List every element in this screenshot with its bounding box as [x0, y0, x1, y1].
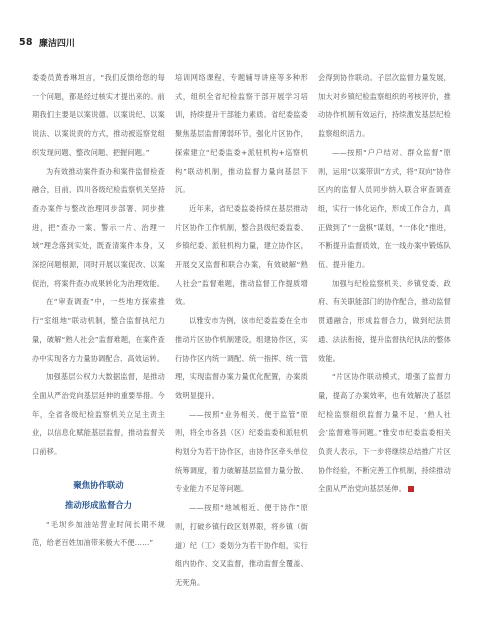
page-header — [19, 36, 75, 48]
paragraph: 为有效推动案件查办和案件监督检查融合，目前，四川各级纪检监察机关坚持查办案件与整改治理同步部署、同步推进，把“查办一案、警示一片、治理一域”理念落到实处，既查清案件本身，又深挖问题根源，同时开展以案促改、以案促治，将案件查办成果转化为治理效能。 — [32, 166, 165, 288]
text-column-left — [32, 69, 165, 553]
text-column-right — [318, 69, 451, 499]
magazine-name: 廉洁四川 — [38, 38, 75, 49]
paragraph: 加强与纪检监察机关、乡镇党委、政府、有关职能部门的协作配合，推动监督贯通融合，形成监督合力，做到纪法贯通、法法衔接，提升监督执纪执法的整体效能。 — [318, 278, 451, 363]
paragraph: 培训网络课程、专题辅导讲座等多种形式，组织全省纪检监察干部开展学习培训，持续提升干部能力素质。省纪委监委聚焦基层监督薄弱环节，强化片区协作，探索建立“纪委监委+派驻机构+巡察机构”联动机制，推动监督力量向基层下沉。 — [175, 73, 308, 195]
text-column-middle — [175, 69, 308, 593]
paragraph-final — [318, 368, 451, 499]
paragraph: “毛坝乡加油站营业时间长期不规范，给老百姓加油带来极大不便……” — [32, 519, 165, 548]
paragraph: 在“审查调查”中，一些地方探索推行“室组地”联动机制，整合监督执纪力量，破解“熟人社会”监督难题，在案件查办中实现各方力量协调配合、高效运转。 — [32, 297, 165, 363]
paragraph: ——按照“业务相关、便于监管”原则，将全市各县（区）纪委监委和派驻机构划分为若干协作区，由协作区牵头单位统筹调度，着力破解基层监督力量分散、专业能力不足等问题。 — [175, 409, 308, 494]
paragraph: ——按照“户户结对、群众监督”原则，运用“以案带训”方式，将“双向”协作区内的监督人员同步纳入联合审查调查组，实行一体化运作，形成工作合力，真正做到了“一盘棋”谋划，“一体化”推进，不断提升监督质效，在一线办案中锻炼队伍、提升能力。 — [318, 147, 451, 270]
paragraph: 委委员黄香琳坦言，“我们反馈给您的每一个问题，都是经过核实才提出来的。前期我们主要是以案说德、以案说纪、以案说法、以案说责的方式，推动被巡察党组织发现问题、整改问题、把握问题。” — [32, 73, 165, 157]
section-subheading-line2: 推动形成监督合力 — [65, 499, 132, 510]
paragraph-text: “片区协作联动模式，增强了监督力量，提高了办案效率，也有效解决了基层纪检监察组织监督力量不足、‘熟人社会’监督难等问题。”雅安市纪委监委相关负责人表示，下一步将继续总结推广片区协作经验，不断完善工作机制，持续推动全面从严治党向基层延伸。 — [318, 372, 451, 494]
paragraph: 近年来，省纪委监委持续在基层推动片区协作工作机制，整合县级纪委监委、乡镇纪委、派驻机构力量，建立协作区，开展交叉监督和联合办案，有效破解“熟人社会”监督难题，推动监督工作提质增效。 — [175, 203, 308, 307]
section-subheading-line1: 聚焦协作联动 — [73, 479, 124, 490]
end-of-article-mark — [408, 486, 414, 492]
paragraph: ——按照“地域相近、便于协作”原则，打破乡镇行政区划界限，将乡镇（街道）纪（工）委划分为若干协作组，实行组内协作、交叉监督，推动监督全覆盖、无死角。 — [175, 503, 308, 587]
paragraph: 加强基层公权力大数据监督，是推动全面从严治党向基层延伸的重要举措。今年，全省各级纪检监察机关立足主责主业，以信息化赋能基层监督，推动监督关口前移。 — [32, 372, 165, 457]
paragraph: 会得到协作联动。子层次监督力量发展，加大对乡镇纪检监察组织的考核评价，推动协作机制有效运行，持续激发基层纪检监察组织活力。 — [318, 73, 451, 139]
paragraph: 以雅安市为例，该市纪委监委在全市推动片区协作机制建设，组建协作区，实行协作区内统一调配、统一指挥、统一管理，实现监督办案力量优化配置，办案质效明显提升。 — [175, 316, 308, 400]
page-number: 58 — [19, 36, 33, 48]
